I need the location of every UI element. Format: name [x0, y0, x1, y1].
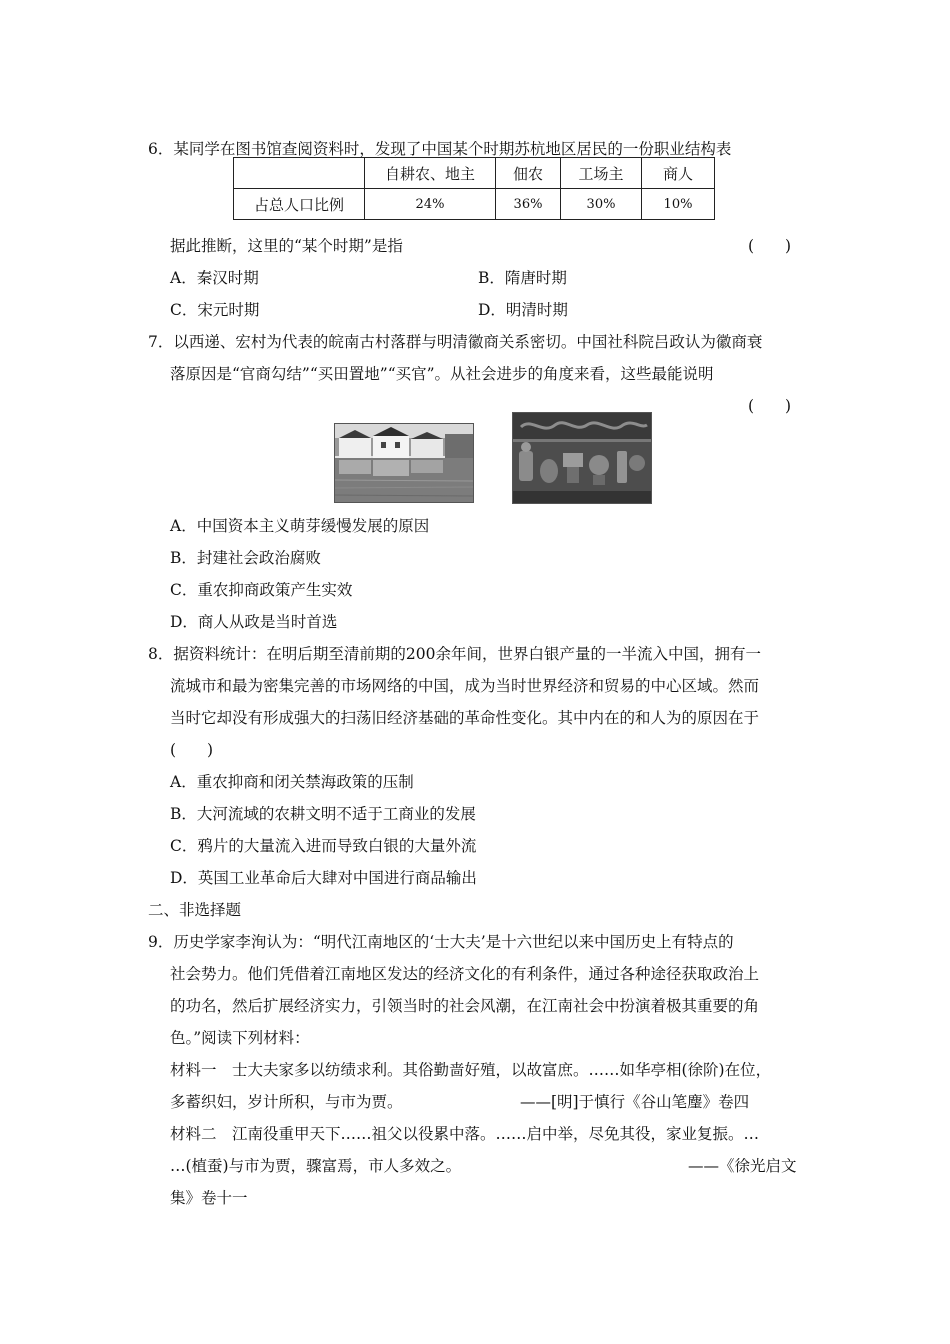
q8-stem-line1: 8．据资料统计：在明后期至清前期的200余年间，世界白银产量的一半流入中国，拥有一	[148, 645, 761, 663]
village-photo	[334, 423, 474, 503]
q9-stem-line1: 9．历史学家李洵认为：“明代江南地区的‘士大夫’是十六世纪以来中国历史上有特点的	[148, 933, 734, 951]
material-1-line1: 材料一 士大夫家多以纺绩求利。其俗勤啬好殖，以故富庶。……如华亭相(徐阶)在位，	[170, 1061, 772, 1079]
material-2-line2: …(植蚕)与市为贾，骤富焉，市人多效之。	[170, 1157, 462, 1175]
table-header-cell: 佃农	[496, 158, 561, 189]
q7-option-c: C．重农抑商政策产生实效	[170, 581, 353, 599]
q7-option-a: A．中国资本主义萌芽缓慢发展的原因	[170, 517, 430, 535]
q8-option-a: A．重农抑商和闭关禁海政策的压制	[170, 773, 414, 791]
q6-option-b: B．隋唐时期	[478, 269, 567, 287]
brick-carving-photo	[512, 412, 652, 504]
q7-option-b: B．封建社会政治腐败	[170, 549, 321, 567]
q8-option-b: B．大河流域的农耕文明不适于工商业的发展	[170, 805, 476, 823]
table-row-label: 占总人口比例	[234, 189, 365, 220]
material-2-line3: 集》卷十一	[170, 1189, 248, 1207]
q6-stem: 6．某同学在图书馆查阅资料时，发现了中国某个时期苏杭地区居民的一份职业结构表	[148, 140, 732, 158]
section-heading: 二、非选择题	[148, 901, 242, 919]
q7-option-d: D．商人从政是当时首选	[170, 613, 338, 631]
q6-option-d: D．明清时期	[478, 301, 568, 319]
table-cell: 36%	[496, 189, 561, 220]
table-cell: 10%	[642, 189, 715, 220]
material-2-source: ——《徐光启文	[688, 1157, 797, 1175]
material-1-source: ——[明]于慎行《谷山笔麈》卷四	[520, 1093, 750, 1111]
q7-stem-line2: 落原因是“官商勾结”“买田置地”“买官”。从社会进步的角度来看，这些最能说明	[170, 365, 714, 383]
table-header-cell: 工场主	[561, 158, 642, 189]
q7-stem-line1: 7．以西递、宏村为代表的皖南古村落群与明清徽商关系密切。中国社科院吕政认为徽商衰	[148, 333, 763, 351]
material-1-line2: 多蓄织妇，岁计所积，与市为贾。	[170, 1093, 403, 1111]
occupation-table	[233, 157, 715, 220]
table-cell: 30%	[561, 189, 642, 220]
brick-carving-illustration	[513, 413, 651, 503]
q8-stem-line2: 流城市和最为密集完善的市场网络的中国，成为当时世界经济和贸易的中心区域。然而	[170, 677, 760, 695]
q8-option-c: C．鸦片的大量流入进而导致白银的大量外流	[170, 837, 477, 855]
q9-stem-line4: 色。”阅读下列材料：	[170, 1029, 310, 1047]
q6-option-c: C．宋元时期	[170, 301, 260, 319]
q8-stem-line3: 当时它却没有形成强大的扫荡旧经济基础的革命性变化。其中内在的和人为的原因在于	[170, 709, 760, 727]
village-photo-illustration	[335, 424, 473, 502]
q6-option-a: A．秦汉时期	[170, 269, 259, 287]
q8-answer-bracket: ( )	[170, 741, 214, 759]
q9-stem-line3: 的功名，然后扩展经济实力，引领当时的社会风潮，在江南社会中扮演着极其重要的角	[170, 997, 760, 1015]
q6-question: 据此推断，这里的“某个时期”是指	[170, 237, 403, 255]
table-row	[234, 189, 715, 220]
q8-option-d: D．英国工业革命后大肆对中国进行商品输出	[170, 869, 477, 887]
table-header-cell: 自耕农、地主	[365, 158, 496, 189]
table-header-cell	[234, 158, 365, 189]
table-header-row	[234, 158, 715, 189]
material-2-line1: 材料二 江南役重甲天下……祖父以役累中落。……启中举，尽免其役，家业复振。…	[170, 1125, 760, 1143]
q6-answer-bracket: ( )	[748, 237, 792, 255]
q7-answer-bracket: ( )	[748, 397, 792, 415]
table-cell: 24%	[365, 189, 496, 220]
q9-stem-line2: 社会势力。他们凭借着江南地区发达的经济文化的有利条件，通过各种途径获取政治上	[170, 965, 760, 983]
table-header-cell: 商人	[642, 158, 715, 189]
